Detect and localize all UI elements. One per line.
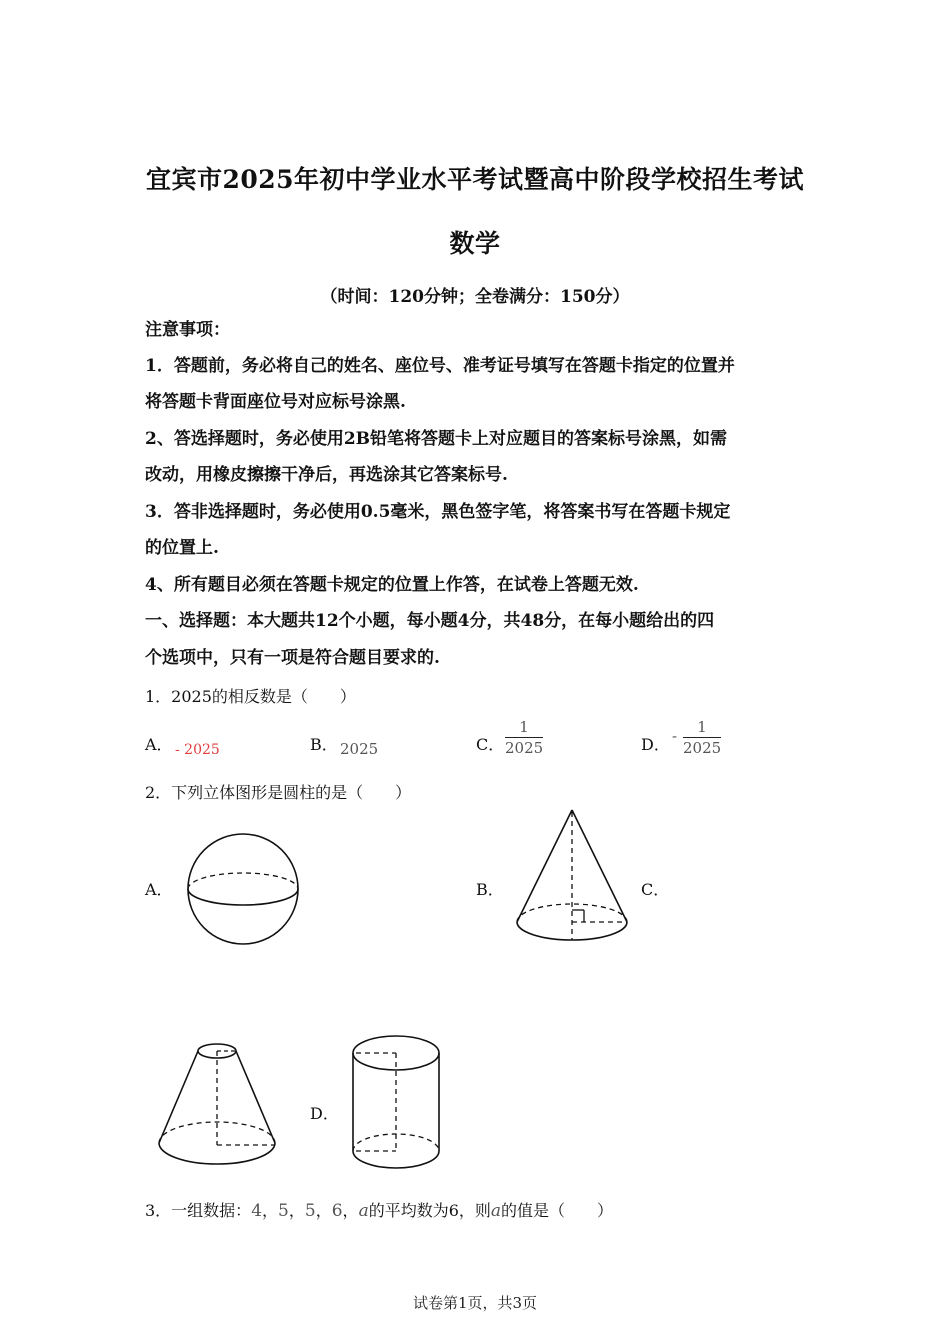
frustum-figure	[156, 1040, 278, 1172]
q1-option-c-fraction	[505, 718, 543, 757]
question-3-stem	[145, 1198, 613, 1221]
subject-title: 数学	[449, 229, 501, 258]
note-line: 改动，用橡皮擦擦干净后，再选涂其它答案标号.	[145, 465, 508, 485]
fraction-bar	[505, 737, 543, 738]
fraction-bar	[683, 737, 721, 738]
q2-option-b-label: B．	[476, 880, 504, 899]
q2-option-d-label: D．	[310, 1104, 339, 1123]
q3-suffix: 的值是（ ）	[501, 1201, 614, 1220]
sphere-figure	[180, 828, 306, 950]
page-footer: 试卷第1页，共3页	[412, 1294, 538, 1312]
question-1-stem: 1．2025的相反数是（ ）	[145, 687, 356, 706]
q3-separator: ，	[288, 1201, 305, 1220]
q1-option-d-sign: -	[672, 727, 678, 745]
q3-separator: ，	[342, 1201, 359, 1220]
note-line: 的位置上.	[145, 538, 219, 558]
q2-option-a-label: A．	[145, 880, 173, 899]
q3-separator: ，	[315, 1201, 332, 1220]
q1-option-a-value: - 2025	[175, 742, 220, 758]
fraction-numerator: 1	[697, 718, 707, 736]
q3-data-value: 5	[304, 1201, 316, 1221]
q3-data-value: 4	[251, 1201, 263, 1221]
q3-data-value: 5	[278, 1201, 289, 1221]
q3-prefix: 3．一组数据：	[145, 1201, 252, 1220]
section-heading: 个选项中，只有一项是符合题目要求的.	[145, 648, 440, 668]
q3-middle: 的平均数为6，则	[368, 1201, 491, 1220]
q3-variable: a	[490, 1201, 502, 1221]
question-2-stem: 2．下列立体图形是圆柱的是（ ）	[145, 783, 412, 802]
q1-option-b-value: 2025	[340, 740, 379, 758]
q1-option-d-fraction	[683, 718, 721, 757]
q1-option-c-label: C．	[476, 735, 505, 754]
q3-separator: ，	[262, 1201, 279, 1220]
note-line: 4、所有题目必须在答题卡规定的位置上作答，在试卷上答题无效.	[145, 575, 639, 595]
fraction-numerator: 1	[519, 718, 529, 736]
note-line: 2、答选择题时，务必使用2B铅笔将答题卡上对应题目的答案标号涂黑，如需	[145, 429, 728, 449]
cone-figure	[512, 806, 634, 946]
q1-option-a-label: A．	[145, 735, 173, 754]
section-heading: 一、选择题：本大题共12个小题，每小题4分，共48分，在每小题给出的四	[145, 611, 715, 631]
note-line: 将答题卡背面座位号对应标号涂黑.	[145, 392, 406, 412]
fraction-denominator: 2025	[683, 739, 722, 757]
q1-option-d-label: D．	[641, 735, 670, 754]
note-line: 3．答非选择题时，务必使用0.5毫米，黑色签字笔，将答案书写在答题卡规定	[145, 502, 731, 522]
page-title: 宜宾市2025年初中学业水平考试暨高中阶段学校招生考试	[145, 165, 805, 194]
exam-info: （时间：120分钟；全卷满分：150分）	[320, 287, 630, 307]
cylinder-figure	[350, 1032, 444, 1174]
notes-heading: 注意事项：	[145, 320, 230, 340]
q1-option-b-label: B．	[310, 735, 338, 754]
q2-option-c-label: C．	[641, 880, 670, 899]
q3-data-value: 6	[331, 1201, 343, 1221]
note-line: 1．答题前，务必将自己的姓名、座位号、准考证号填写在答题卡指定的位置并	[145, 356, 735, 376]
fraction-denominator: 2025	[505, 739, 544, 757]
q3-variable: a	[358, 1201, 369, 1221]
